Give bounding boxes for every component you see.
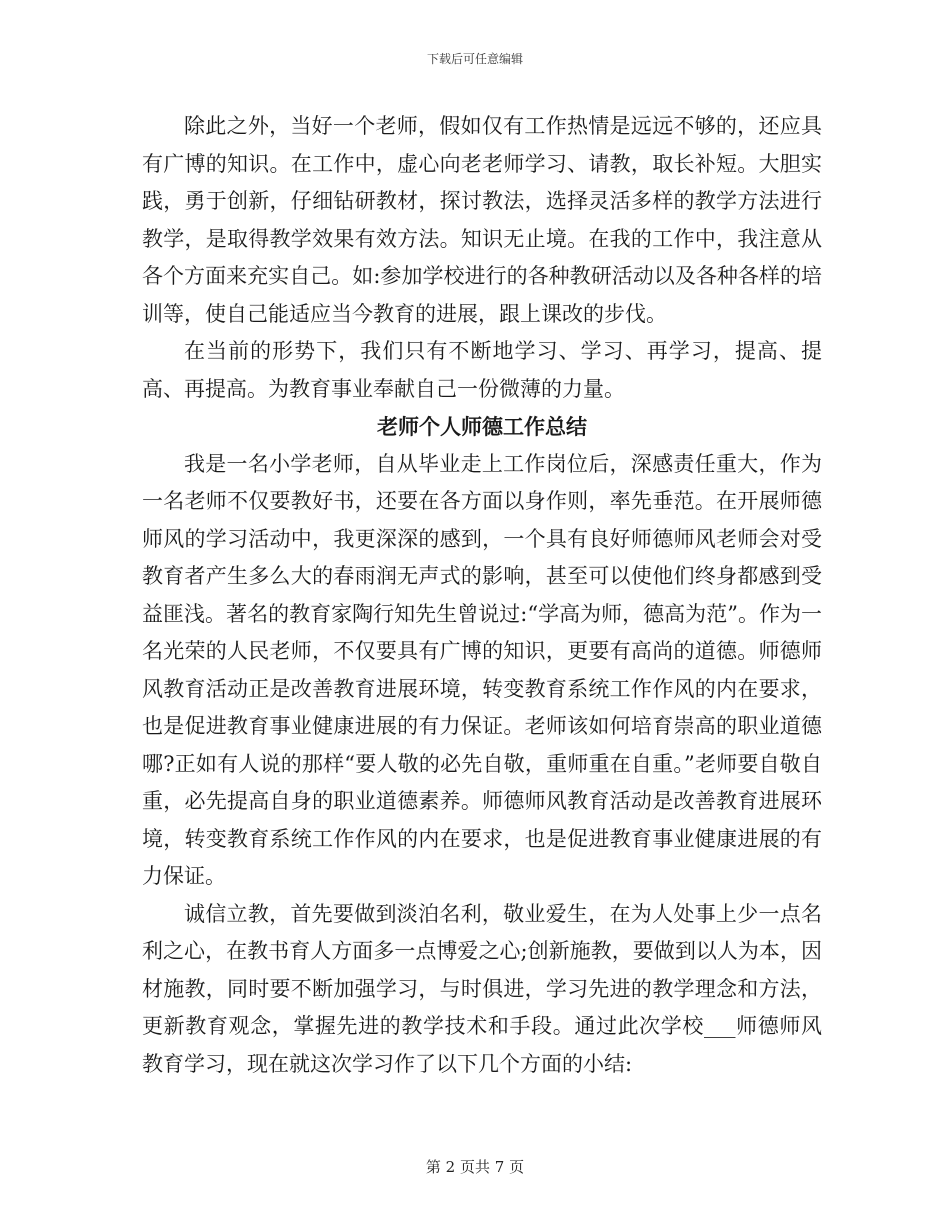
paragraph: 除此之外，当好一个老师，假如仅有工作热情是远远不够的，还应具有广博的知识。在工作中，虚心向老老师学习、请教，取长补短。大胆实践，勇于创新，仔细钻研教材，探讨教法，选择灵活多样的教学方法进行教学，是取得教学效果有效方法。知识无止境。在我的工作中，我注意从各个方面来充实自己。如:参加学校进行的各种教研活动以及各种各样的培训等，使自己能适应当今教育的进展，跟上课改的步伐。 <box>142 114 822 326</box>
page-number: 第 2 页共 7 页 <box>425 1158 525 1176</box>
paragraph: 诚信立教，首先要做到淡泊名利，敬业爱生，在为人处事上少一点名利之心，在教书育人方面多一点博爱之心;创新施教，要做到以人为本，因材施教，同时要不断加强学习，与时俱进，学习先进的教学理念和方法，更新教育观念，掌握先进的教学技术和手段。通过此次学校___师德师风教育学习，现在就这次学习作了以下几个方面的小结: <box>142 901 822 1076</box>
section-title: 老师个人师德工作总结 <box>377 414 587 439</box>
paragraph: 我是一名小学老师，自从毕业走上工作岗位后，深感责任重大，作为一名老师不仅要教好书，还要在各方面以身作则，率先垂范。在开展师德师风的学习活动中，我更深深的感到，一个具有良好师德师风老师会对受教育者产生多么大的春雨润无声式的影响，甚至可以使他们终身都感到受益匪浅。著名的教育家陶行知先生曾说过:“学高为师，德高为范”。作为一名光荣的人民老师，不仅要具有广博的知识，更要有高尚的道德。师德师风教育活动正是改善教育进展环境，转变教育系统工作作风的内在要求，也是促进教育事业健康进展的有力保证。老师该如何培育崇高的职业道德哪?正如有人说的那样“要人敬的必先自敬，重师重在自重。”老师要自敬自重，必先提高自身的职业道德素养。师德师风教育活动是改善教育进展环境，转变教育系统工作作风的内在要求，也是促进教育事业健康进展的有力保证。 <box>142 451 822 888</box>
page-header: 下载后可任意编辑 <box>426 52 523 66</box>
paragraph: 在当前的形势下，我们只有不断地学习、学习、再学习，提高、提高、再提高。为教育事业奉献自己一份微薄的力量。 <box>142 339 822 401</box>
document-body <box>142 108 822 1083</box>
